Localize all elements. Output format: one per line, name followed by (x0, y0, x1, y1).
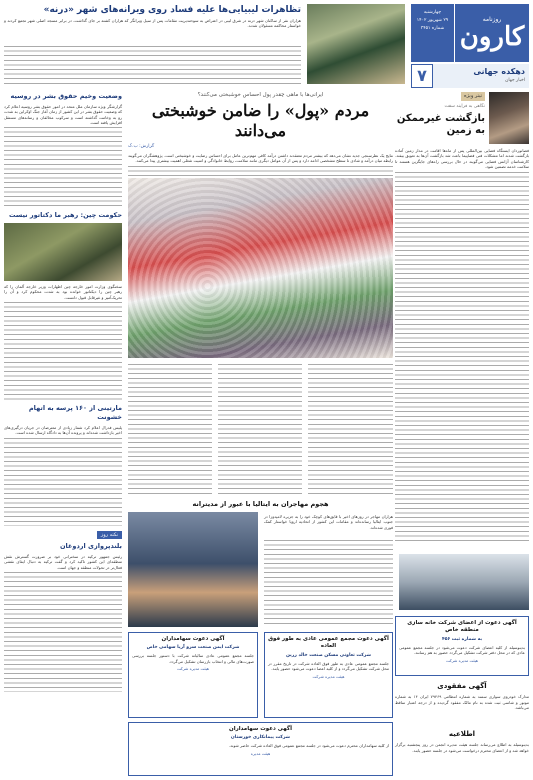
china-body: سخنگوی وزارت امور خارجه چین اظهارات وزیر خارجه آلمان را که رهبر چین را دیکتاتور خوانده بود به شدت محکوم کرد و آن را تحریک‌آمیز و غیرقابل قبول دانست. (4, 284, 122, 300)
logo (455, 4, 529, 62)
ad-shareholders-1 (128, 632, 258, 718)
right-small-caption: نگاهی به فرایند سفت (444, 103, 485, 109)
ad-title: آگهی دعوت از اعضای شرکت خانه سازی منطقه خاص (407, 620, 517, 634)
special-tag: تیتر ویژه (461, 92, 485, 101)
top-story-headline: تظاهرات لیبیایی‌ها علیه فساد روی ویرانه‌های شهر «درنه» (43, 5, 301, 15)
ad-title: آگهی دعوت سهامداران (229, 726, 292, 732)
top-story-text-lines (4, 46, 301, 84)
logo-text: کارون (459, 22, 525, 53)
migrant-photo (128, 512, 258, 627)
announcement-notice (395, 730, 529, 753)
erdogan-text-lines (4, 572, 122, 692)
right-column (395, 92, 529, 548)
top-story-body: هزاران نفر از ساکنان شهر درنه در شرق لیبی در اعتراض به سوءمدیریت مقامات پس از سیل ویرانگر که هزاران کشته بر جای گذاشت، در برابر مسجد اصلی شهر تجمع کردند و خواستار محاکمه مسئولان شدند. (4, 18, 301, 29)
ad-sub: شرکت پیمانکاری خوزستان (230, 735, 291, 741)
masthead (411, 4, 529, 86)
right-text-lines (395, 172, 529, 542)
ad-foot: هیئت مدیره شرکت (312, 673, 345, 679)
top-story (4, 4, 405, 88)
ad-sub: شرکت ایمن صنعت سرو آریا سهامی خاص (146, 645, 240, 651)
top-story-photo (307, 4, 405, 84)
russia-headline: وضعیت وخیم حقوق بشر در روسیه (10, 92, 122, 100)
ad-title: آگهی دعوت سهامداران (161, 636, 225, 642)
russia-text-lines (4, 127, 122, 209)
left-column (4, 92, 122, 776)
main-kicker: ایرانی‌ها با ماهی چقدر پول احساس خوشبختی می‌کنند؟ (197, 92, 324, 98)
section-title: دهکده جهانی (473, 67, 525, 76)
main-photo-crowd (128, 178, 393, 358)
china-headline: حکومت چین: رهبر ما دکتاتور نیست (8, 211, 122, 220)
violence-body: پلیس فدرال اعلام کرد شمار زیادی از معترضان در جریان درگیری‌های اخیر بازداشت شده‌اند و پرونده آن‌ها به دادگاه ارسال شده است. (4, 424, 122, 436)
ad-title: آگهی دعوت مجمع عمومی عادی به طور فوق العاده (268, 636, 389, 650)
section-label (433, 64, 529, 88)
migrant-text-lines (264, 540, 393, 627)
migrant-body: هزاران مهاجر در روزهای اخیر با قایق‌های کوچک خود را به جزیره لامپدوزا در جنوب ایتالیا رسانده‌اند و مقامات این کشور از اتحادیه اروپا خواستار کمک فوری شده‌اند. (264, 514, 393, 530)
main-headline: مردم «پول» را ضامن خوشبختی می‌دانند (151, 101, 370, 140)
main-col-2-lines (218, 364, 302, 496)
ad-foot: هیئت مدیره شرکت (176, 666, 210, 672)
ad-sub: به شماره ثبت ۴۵۶ (441, 636, 483, 642)
section-subtitle: اخبار جهان (505, 77, 525, 83)
ad-body: بدینوسیله از کلیه اعضای شرکت دعوت می‌شود در جلسه مجمع عمومی عادی که در محل دفتر شرکت تشکیل می‌گردد حضور به هم رسانند. (399, 644, 525, 656)
right-bottom-photo (399, 554, 529, 610)
ad-body: از کلیه سهامداران محترم دعوت می‌شود در جلسه مجمع عمومی فوق العاده شرکت حاضر شوند. (228, 743, 389, 749)
erdogan-body: رئیس جمهور ترکیه در سخنرانی خود بر ضرورت گسترش نقش منطقه‌ای این کشور تاکید کرد و گفت ترکیه به دنبال ایفای نقشی فعال‌تر در تحولات منطقه و جهان است. (4, 554, 122, 570)
ad-body: جلسه مجمع عمومی عادی به طور فوق العاده شرکت در تاریخ مقرر در محل شرکت تشکیل می‌گردد و از کلیه اعضا دعوت می‌شود حضور یابند. (268, 660, 389, 672)
main-body: نتایج یک نظرسنجی جدید نشان می‌دهد که بیشتر مردم معتقدند داشتن درآمد کافی مهم‌ترین عامل برای احساس رضایت و خوشبختی است. پژوهشگران می‌گویند رابطه میان درآمد و شادی تا سطح مشخصی ادامه دارد و پس از آن عوامل دیگری مانند سلامت، روابط خانوادگی و امنیت شغلی اهمیت بیشتری پیدا می‌کنند. (128, 152, 393, 164)
notice-title: اطلاعیه (448, 730, 476, 738)
tip-of-day-tag: نکته روز (97, 531, 122, 540)
ad-housing-coop (395, 616, 529, 676)
china-text-lines (4, 302, 122, 402)
right-headline: بازگشت غیرممکن به زمین (396, 112, 485, 137)
ad-foot: هیئت مدیره (250, 750, 271, 756)
migrant-headline: هجوم مهاجران به ایتالیا با عبور از مدیترانه (192, 500, 329, 508)
violence-headline: مارتینی از ۱۶۰ پرسه به اتهام خشونت (28, 404, 122, 422)
russia-body: گزارشگر ویژه سازمان ملل متحد در امور حقوق بشر روسیه اعلام کرد که وضعیت حقوق بشر در این کشور از زمان آغاز جنگ اوکراین به شدت رو به وخامت گذاشته است و سرکوب مخالفان و رسانه‌های مستقل افزایش یافته است. (4, 103, 122, 125)
right-body: فضانوردان ایستگاه فضایی بین‌المللی پس از ماه‌ها اقامت در مدار زمین آماده بازگشت شدند اما مشکلات فنی فضاپیما باعث شد بازگشت آن‌ها به تعویق بیفتد. کارشناسان آژانس فضایی می‌گویند در حال بررسی راه‌های جایگزین هستند تا سلامت خدمه تضمین شود. (395, 148, 529, 170)
ad-shareholders-2 (128, 722, 393, 776)
notice-title: آگهی مفقودی (437, 682, 487, 690)
weekday: چهارشنبه (423, 10, 442, 15)
main-col-3-lines (308, 364, 393, 496)
ad-sub: شرکت تعاونی مسکن صنعت خالد زرین (285, 652, 372, 658)
ad-general-assembly (264, 632, 393, 718)
issue-info (411, 4, 455, 62)
notice-body: بدینوسیله به اطلاع می‌رساند جلسه هیئت مدیره انجمن در روز پنجشنبه برگزار خواهد شد و از اعضای محترم درخواست می‌شود در جلسه حضور یابند. (395, 742, 529, 753)
main-byline: گزارش: ب.ک (128, 143, 155, 149)
page-number: ۷ (411, 64, 433, 88)
issue-date: ۲۹ شهریور ۱۴۰۲ (416, 18, 449, 24)
astronaut-photo (489, 92, 529, 144)
violence-text-lines (4, 438, 122, 526)
logo-daily-label: روزنامه (482, 15, 502, 23)
ad-foot: هیئت مدیره شرکت (445, 657, 479, 663)
issue-number: شماره ۳۴۵۱ (420, 26, 445, 32)
ad-body: جلسه مجمع عمومی عادی سالیانه شرکت با دستور جلسه بررسی صورت‌های مالی و انتخاب بازرسان تشکیل می‌گردد. (132, 653, 254, 664)
erdogan-headline: بلندپروازی اردوغان (60, 542, 122, 551)
china-photo (4, 223, 122, 281)
main-col-1-lines (128, 364, 212, 496)
lost-notice (395, 682, 529, 711)
notice-body: مدارک خودروی سواری سمند به شماره انتظامی ۷۹۴۶۹ ایران ۱۴ به شماره موتور و شاسی ثبت شده به نام مالک مفقود گردیده و از درجه اعتبار ساقط می‌باشد. (395, 694, 529, 711)
